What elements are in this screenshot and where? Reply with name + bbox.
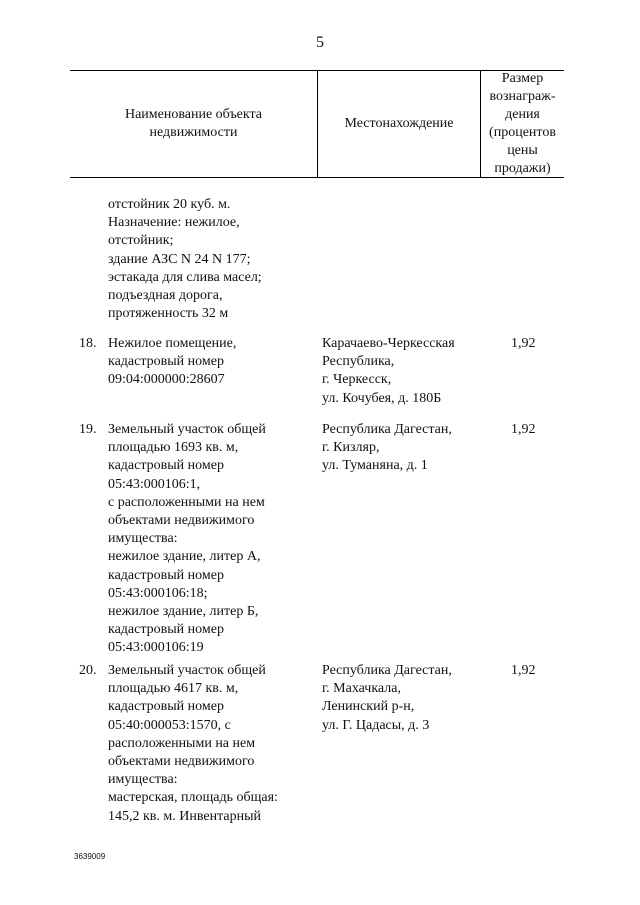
row-location: Республика Дагестан, г. Кизляр, ул. Туманяна, д. 1: [322, 422, 452, 474]
row-description: Земельный участок общей площадью 4617 кв. м, кадастровый номер 05:40:000053:1570, с расположенными на нем объектами недвижимого имущества: мастерская, площадь общая: 145,2 кв. м. Инвентарный: [108, 663, 278, 824]
row-number: 19.: [79, 422, 97, 437]
column-header-name: Наименование объекта недвижимости: [124, 106, 263, 140]
row-description: Земельный участок общей площадью 1693 кв. м, кадастровый номер 05:43:000106:1, с расположенными на нем объектами недвижимого имущества: нежилое здание, литер А, кадастровый номер 05:43:000106:18; нежилое здание, литер Б, кадастровый номер 05:43:000106:19: [108, 422, 266, 656]
continued-description: отстойник 20 куб. м. Назначение: нежилое, отстойник; здание АЗС N 24 N 177; эстакада для слива масел; подъездная дорога, протяженность 32 м: [108, 197, 262, 322]
column-header-location: Местонахождение: [344, 115, 454, 131]
column-header-fee: Размер вознаграж- дения (процентов цены продажи): [489, 70, 556, 176]
row-description: Нежилое помещение, кадастровый номер 09:04:000000:28607: [108, 336, 237, 388]
row-fee: 1,92: [511, 422, 536, 437]
page-number: 5: [316, 34, 324, 51]
row-fee: 1,92: [511, 336, 536, 351]
row-number: 18.: [79, 336, 97, 351]
row-number: 20.: [79, 663, 97, 678]
document-code: 3639009: [74, 852, 106, 861]
row-fee: 1,92: [511, 663, 536, 678]
row-location: Республика Дагестан, г. Махачкала, Ленинский р-н, ул. Г. Цадасы, д. 3: [322, 663, 452, 733]
row-location: Карачаево-Черкесская Республика, г. Черкесск, ул. Кочубея, д. 180Б: [322, 336, 455, 406]
table-header-bottom-rule: [70, 177, 564, 178]
